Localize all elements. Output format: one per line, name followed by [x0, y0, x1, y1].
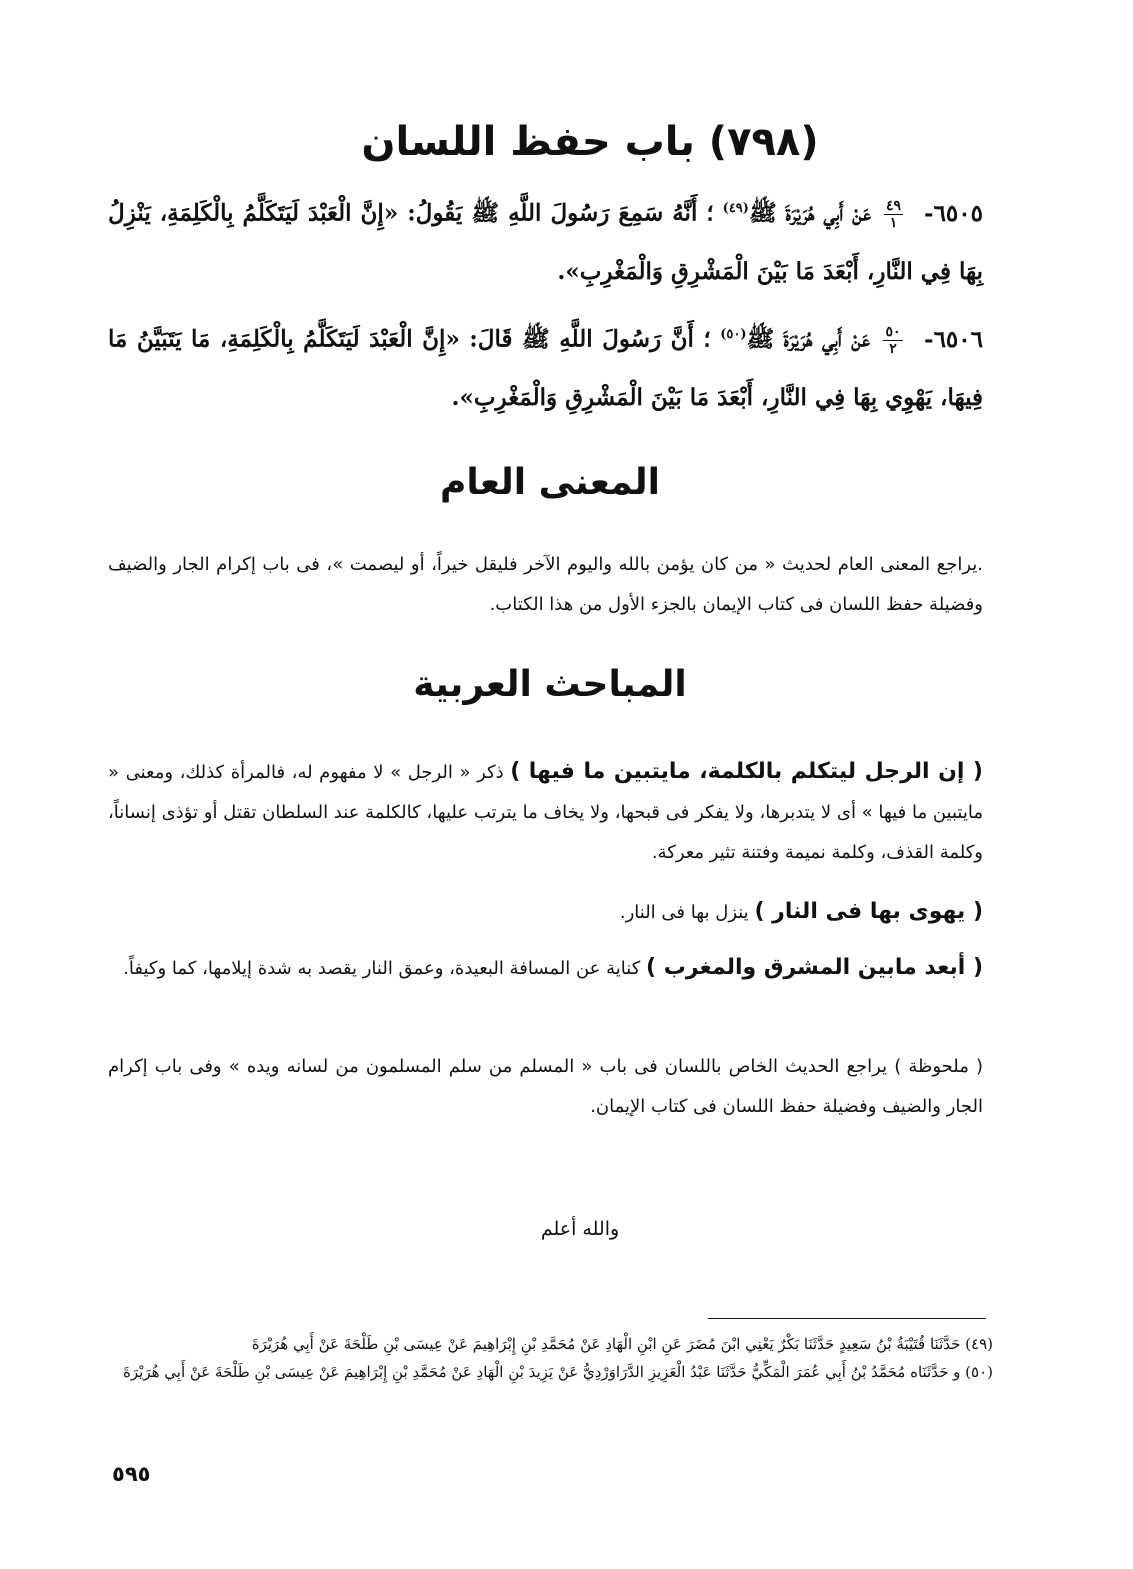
hadith-narrator: عَنْ أَبِي هُرَيْرَةَ ﷺ — [748, 199, 871, 227]
fraction-top: ٥٠ — [885, 324, 901, 341]
hadith-index-fraction — [883, 324, 902, 357]
footnote-49: (٤٩) حَدَّثَنَا قُتَيْبَةُ بْنُ سَعِيدٍ حَدَّثَنَا بَكْرٌ يَعْنِي ابْنَ مُضَرَ عَنِ ابْنِ الْهَادِ عَنْ مُحَمَّدِ بْنِ إِبْرَاهِيمَ عَنْ عِيسَى بْنِ طَلْحَةَ عَنْ أَبِي هُرَيْرَةَ — [251, 1335, 993, 1353]
footnote-divider — [708, 1318, 986, 1319]
chapter-title: (٧٩٨) باب حفظ اللسان — [361, 119, 819, 165]
fraction-bottom: ١ — [889, 215, 898, 232]
hadith-text: ؛ أَنَّهُ سَمِعَ رَسُولَ اللَّهِ ﷺ يَقُولُ: «إِنَّ الْعَبْدَ لَيَتَكَلَّمُ بِالْكَلِمَةِ، يَنْزِلُ بِهَا فِي النَّارِ، أَبْعَدَ مَا بَيْنَ الْمَشْرِقِ وَالْمَغْرِبِ». — [108, 199, 983, 285]
closing-phrase: والله أعلم — [540, 1218, 620, 1240]
topic-paragraph — [108, 752, 983, 873]
footnotes — [113, 1330, 993, 1386]
note-paragraph: ( ملحوظة ) يراجع الحديث الخاص باللسان فى باب « المسلم من سلم المسلمون من لسانه ويده » وفى باب إكرام الجار والضيف وفضيلة حفظ اللسان فى كتاب الإيمان. — [108, 1056, 983, 1117]
topic-term: ( يهوى بها فى النار ) — [754, 899, 983, 924]
fraction-top: ٤٩ — [885, 198, 902, 215]
hadith-text: ؛ أَنَّ رَسُولَ اللَّهِ ﷺ قَالَ: «إِنَّ الْعَبْدَ لَيَتَكَلَّمُ بِالْكَلِمَةِ، مَا يَتَبَيَّنُ مَا فِيهَا، يَهْوِي بِهَا فِي النَّارِ، أَبْعَدَ مَا بَيْنَ الْمَشْرِقِ وَالْمَغْرِبِ». — [108, 325, 983, 411]
topic-paragraph — [108, 892, 983, 933]
footnote-ref: (٥٠) — [720, 327, 747, 342]
hadith-6506 — [108, 306, 983, 427]
hadith-number: ٦٥٠٥- — [924, 199, 983, 227]
topic-term: ( أبعد مابين المشرق والمغرب ) — [646, 955, 983, 980]
hadith-number: ٦٥٠٦- — [924, 325, 983, 353]
footnote-50: (٥٠) و حَدَّثَنَاه مُحَمَّدُ بْنُ أَبِي عُمَرَ الْمَكِّيُّ حَدَّثَنَا عَبْدُ الْعَزِيزِ الدَّرَاوَرْدِيُّ عَنْ يَزِيدَ بْنِ الْهَادِ عَنْ مُحَمَّدِ بْنِ إِبْرَاهِيمَ عَنْ عِيسَى بْنِ طَلْحَةَ عَنْ أَبِي هُرَيْرَةَ — [123, 1363, 993, 1381]
hadith-narrator: عَنْ أَبِي هُرَيْرَةَ ﷺ — [746, 325, 870, 353]
section-title-general-meaning: المعنى العام — [439, 462, 661, 503]
topic-paragraph — [108, 948, 983, 989]
page-number: ٥٩٥ — [112, 1462, 151, 1486]
topic-text: كناية عن المسافة البعيدة، وعمق النار يقصد به شدة إيلامها، كما وكيفاً. — [123, 958, 641, 979]
topic-text: ينزل بها فى النار. — [619, 902, 749, 923]
topic-term: ( إن الرجل ليتكلم بالكلمة، مايتبين ما فيها ) — [510, 759, 983, 784]
topic-text: ذكر « الرجل » لا مفهوم له، فالمرأة كذلك، ومعنى « مايتبين ما فيها » أى لا يتدبرها، ولا يفكر فى قبحها، ولا يخاف ما يترتب عليها، كالكلمة عند السلطان تقتل أو تؤذى إنساناً، وكلمة القذف، وكلمة نميمة وفتنة تثير معركة. — [108, 762, 983, 863]
fraction-bottom: ٢ — [889, 341, 897, 358]
general-meaning-paragraph: .يراجع المعنى العام لحديث « من كان يؤمن بالله واليوم الآخر فليقل خيراً، أو ليصمت »، فى باب إكرام الجار والضيف وفضيلة حفظ اللسان فى كتاب الإيمان بالجزء الأول من هذا الكتاب. — [108, 554, 983, 615]
hadith-6505 — [108, 180, 983, 301]
footnote-ref: (٤٩) — [722, 201, 749, 216]
hadith-index-fraction — [884, 198, 903, 231]
section-title-arabic-topics: المباحث العربية — [413, 664, 687, 705]
